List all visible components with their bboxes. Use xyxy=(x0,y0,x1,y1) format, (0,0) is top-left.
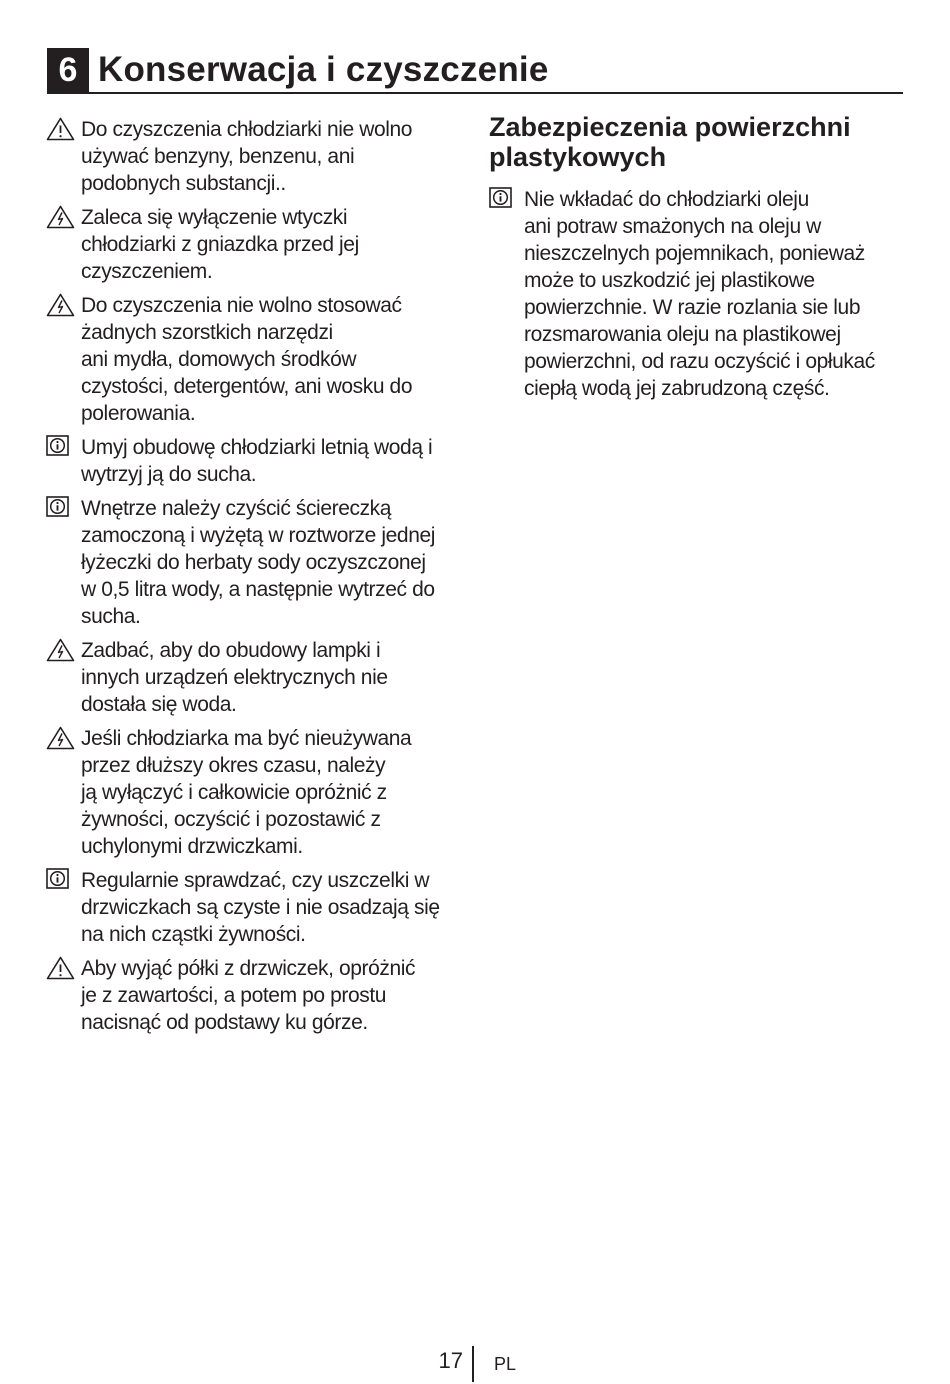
instruction-item xyxy=(46,204,466,285)
instruction-item xyxy=(46,116,466,197)
language-code: PL xyxy=(494,1354,517,1374)
warning-icon xyxy=(46,117,81,139)
instruction-item xyxy=(46,867,466,948)
info-icon xyxy=(46,435,81,457)
instruction-text: Do czyszczenia nie wolno stosować żadnych szorstkich narzędzi ani mydła, domowych środków czystości, detergentów, ani wosku do polerowania. xyxy=(81,294,413,425)
instruction-text: Regularnie sprawdzać, czy uszczelki w drzwiczkach są czyste i nie osadzają się na nich cząstki żywności. xyxy=(81,869,440,946)
section-header xyxy=(47,48,903,94)
footer-divider xyxy=(472,1346,474,1382)
instruction-text: Zaleca się wyłączenie wtyczki chłodziarki z gniazdka przed jej czyszczeniem. xyxy=(81,206,359,283)
page-footer xyxy=(0,1346,950,1384)
instruction-text: Umyj obudowę chłodziarki letnią wodą i wytrzyj ją do sucha. xyxy=(81,436,433,486)
info-icon xyxy=(489,187,524,209)
instruction-item xyxy=(46,955,466,1036)
section-title: Konserwacja i czyszczenie xyxy=(98,50,549,89)
warning-icon xyxy=(46,956,81,978)
instruction-text: Aby wyjąć półki z drzwiczek, opróżnić je z zawartości, a potem po prostu nacisnąć od podstawy ku górze. xyxy=(81,957,416,1034)
page-number: 17 xyxy=(438,1348,463,1373)
right-column xyxy=(489,112,909,409)
section-number-badge: 6 xyxy=(47,48,89,92)
instruction-item xyxy=(46,725,466,860)
instruction-text: Do czyszczenia chłodziarki nie wolno używać benzyny, benzenu, ani podobnych substancji.. xyxy=(81,118,413,195)
instruction-item xyxy=(489,186,909,402)
instruction-text: Wnętrze należy czyścić ściereczką zamoczoną i wyżętą w roztworze jednej łyżeczki do herbaty sody oczyszczonej w 0,5 litra wody, a następnie wytrzeć do sucha. xyxy=(81,497,436,628)
instruction-text: Nie wkładać do chłodziarki oleju ani potraw smażonych na oleju w nieszczelnych pojemnikach, ponieważ może to uszkodzić jej plastikowe powierzchnie. W razie rozlania sie lub rozsmarowania oleju na plastikowej powierzchni, od razu oczyścić i opłukać ciepłą wodą jej zabrudzoną część. xyxy=(524,188,875,400)
instruction-text: Jeśli chłodziarka ma być nieużywana przez dłuższy okres czasu, należy ją wyłączyć i całkowicie opróżnić z żywności, oczyścić i pozostawić z uchylonymi drzwiczkami. xyxy=(81,727,412,858)
instruction-text: Zadbać, aby do obudowy lampki i innych urządzeń elektrycznych nie dostała się woda. xyxy=(81,639,388,716)
electric-hazard-icon xyxy=(46,205,81,227)
electric-hazard-icon xyxy=(46,638,81,660)
instruction-item xyxy=(46,637,466,718)
subsection-heading: Zabezpieczenia powierzchni plastykowych xyxy=(489,112,851,172)
info-icon xyxy=(46,496,81,518)
instruction-item xyxy=(46,495,466,630)
electric-hazard-icon xyxy=(46,726,81,748)
info-icon xyxy=(46,868,81,890)
instruction-item xyxy=(46,292,466,427)
instruction-item xyxy=(46,434,466,488)
left-column xyxy=(46,116,466,1043)
electric-hazard-icon xyxy=(46,293,81,315)
